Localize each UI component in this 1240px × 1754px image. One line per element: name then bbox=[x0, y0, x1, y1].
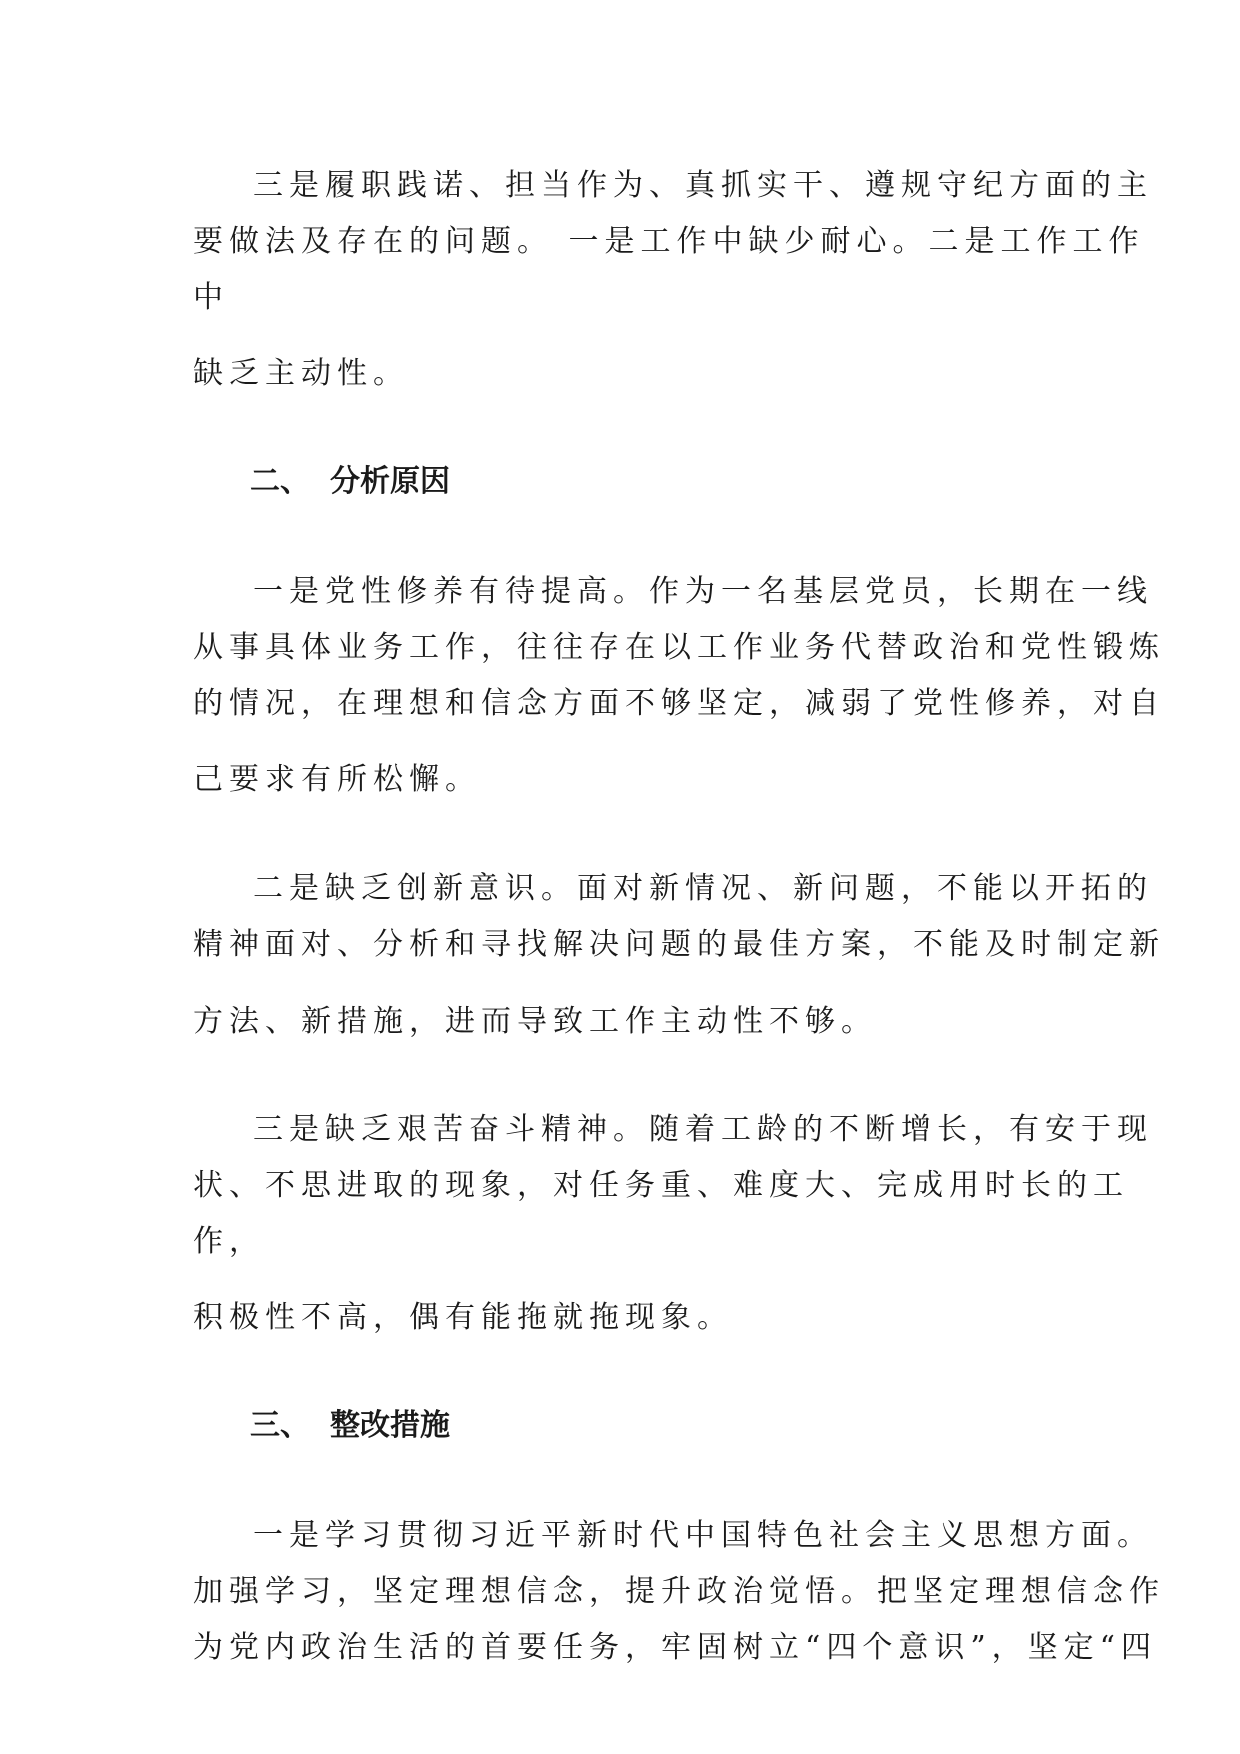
paragraph-5-line-1: 一是学习贯彻习近平新时代中国特色社会主义思想方面。 bbox=[253, 1518, 1153, 1553]
paragraph-1-line-2: 要做法及存在的问题。 一是工作中缺少耐心。二是工作工作 bbox=[193, 224, 1145, 259]
paragraph-2-line-3: 的情况，在理想和信念方面不够坚定，减弱了党性修养，对自 bbox=[193, 686, 1165, 721]
paragraph-1-line-3: 中 bbox=[193, 280, 229, 315]
paragraph-2-line-2: 从事具体业务工作，往往存在以工作业务代替政治和党性锻炼 bbox=[193, 630, 1165, 665]
paragraph-3-line-1: 二是缺乏创新意识。面对新情况、新问题，不能以开拓的 bbox=[253, 871, 1153, 906]
section-heading-3-title: 整改措施 bbox=[330, 1408, 450, 1443]
paragraph-5-line-3: 为党内政治生活的首要任务，牢固树立“四个意识”，坚定“四 bbox=[193, 1630, 1158, 1665]
section-heading-2 bbox=[250, 462, 450, 502]
paragraph-2-line-4: 己要求有所松懈。 bbox=[193, 762, 481, 797]
paragraph-2-line-1: 一是党性修养有待提高。作为一名基层党员，长期在一线 bbox=[253, 574, 1153, 609]
section-heading-3-number: 三、 bbox=[250, 1408, 310, 1443]
paragraph-3-line-3: 方法、新措施，进而导致工作主动性不够。 bbox=[193, 1004, 877, 1039]
paragraph-3-line-2: 精神面对、分析和寻找解决问题的最佳方案，不能及时制定新 bbox=[193, 927, 1165, 962]
section-heading-3 bbox=[250, 1406, 450, 1446]
paragraph-1-line-4: 缺乏主动性。 bbox=[193, 356, 409, 391]
paragraph-5-line-2: 加强学习，坚定理想信念，提升政治觉悟。把坚定理想信念作 bbox=[193, 1574, 1165, 1609]
paragraph-4-line-3: 作， bbox=[193, 1224, 265, 1259]
paragraph-1-line-1: 三是履职践诺、担当作为、真抓实干、遵规守纪方面的主 bbox=[253, 168, 1153, 203]
paragraph-4-line-1: 三是缺乏艰苦奋斗精神。随着工龄的不断增长，有安于现 bbox=[253, 1112, 1153, 1147]
section-heading-2-title: 分析原因 bbox=[330, 464, 450, 499]
section-heading-2-number: 二、 bbox=[250, 464, 310, 499]
paragraph-4-line-2: 状、不思进取的现象，对任务重、难度大、完成用时长的工 bbox=[193, 1168, 1129, 1203]
paragraph-4-line-4: 积极性不高，偶有能拖就拖现象。 bbox=[193, 1300, 733, 1335]
